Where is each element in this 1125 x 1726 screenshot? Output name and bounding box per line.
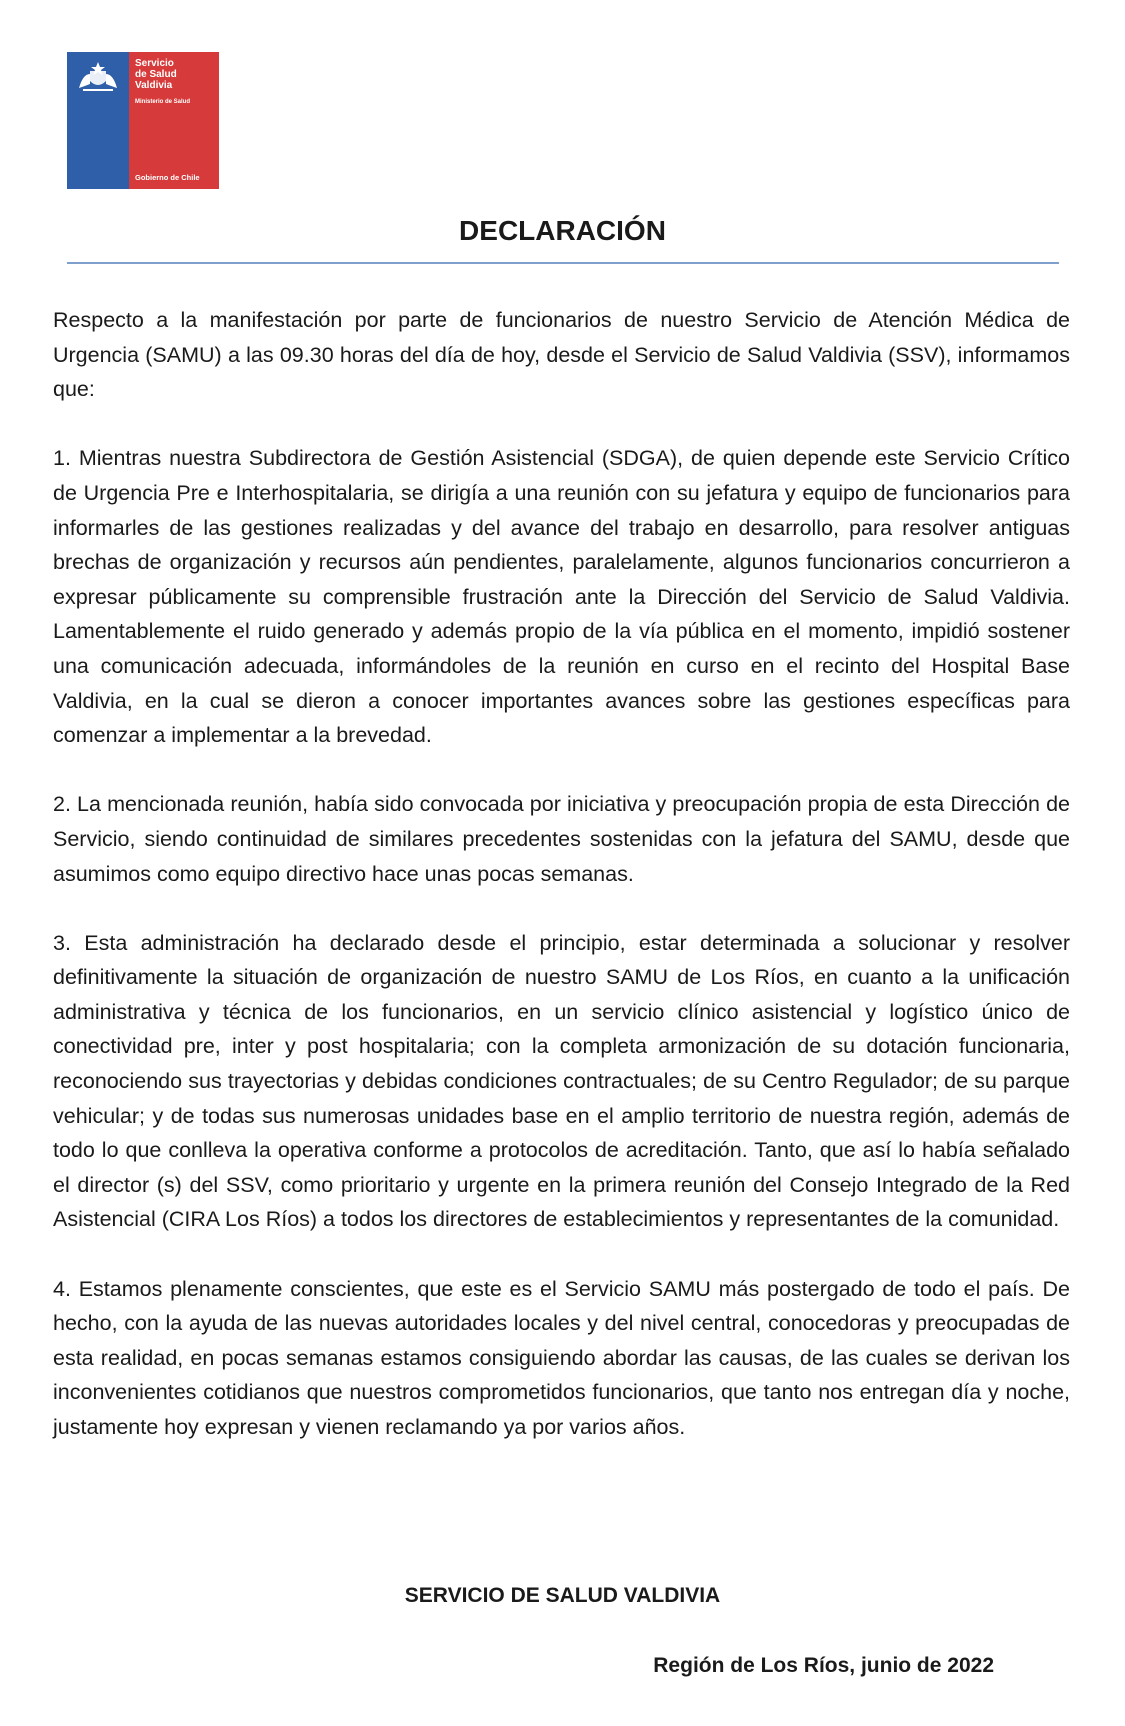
paragraph-1: 1. Mientras nuestra Subdirectora de Gestión Asistencial (SDGA), de quien depende este Servicio Crítico de Urgencia Pre e Interhospitalaria, se dirigía a una reunión con su jefatura y equipo de funcionarios para informarles de las gestiones realizadas y del avance del trabajo en desarrollo, para resolver antiguas brechas de organización y recursos aún pendientes, paralelamente, algunos funcionarios concurrieron a expresar públicamente su comprensible frustración ante la Dirección del Servicio de Salud Valdivia. Lamentablemente el ruido generado y además propio de la vía pública en el momento, impidió sostener una comunicación adecuada, informándoles de la reunión en curso en el recinto del Hospital Base Valdivia, en la cual se dieron a conocer importantes avances sobre las gestiones específicas para comenzar a implementar a la brevedad. bbox=[53, 446, 1070, 748]
intro-paragraph: Respecto a la manifestación por parte de funcionarios de nuestro Servicio de Atención Médica de Urgencia (SAMU) a las 09.30 horas del día de hoy, desde el Servicio de Salud Valdivia (SSV), informamos que: bbox=[53, 308, 1070, 402]
logo-service-name: Servicio de Salud Valdivia bbox=[135, 58, 177, 91]
paragraph-4: 4. Estamos plenamente conscientes, que este es el Servicio SAMU más postergado de todo el país. De hecho, con la ayuda de las nuevas autoridades locales y del nivel central, conocedoras y preocupadas de esta realidad, en pocas semanas estamos consiguiendo abordar las causas, de las cuales se derivan los inconvenientes cotidianos que nuestros comprometidos funcionarios, que tanto nos entregan día y noche, justamente hoy expresan y vienen reclamando ya por varios años. bbox=[53, 1276, 1070, 1439]
document-title: DECLARACIÓN bbox=[459, 215, 666, 246]
paragraph-3: 3. Esta administración ha declarado desde el principio, estar determinada a solucionar y resolver definitivamente la situación de organización de nuestro SAMU de Los Ríos, en cuanto a la unificación administrativa y técnica de los funcionarios, en un servicio clínico asistencial y logístico único de conectividad pre, inter y post hospitalaria; con la completa armonización de su dotación funcionaria, reconociendo sus trayectorias y debidas condiciones contractuales; de su Centro Regulador; de su parque vehicular; y de todas sus numerosas unidades base en el amplio territorio de nuestra región, además de todo lo que conlleva la operativa conforme a protocolos de acreditación. Tanto, que así lo había señalado el director (s) del SSV, como prioritario y urgente en la primera reunión del Consejo Integrado de la Red Asistencial (CIRA Los Ríos) a todos los directores de establecimientos y representantes de la comunidad. bbox=[53, 930, 1070, 1232]
ssv-logo bbox=[67, 52, 219, 189]
logo-government: Gobierno de Chile bbox=[135, 173, 200, 182]
logo-ministry: Ministerio de Salud bbox=[135, 99, 191, 105]
signature: SERVICIO DE SALUD VALDIVIA bbox=[404, 1584, 721, 1607]
logo-blue-panel bbox=[67, 52, 129, 189]
place-and-date: Región de Los Ríos, junio de 2022 bbox=[653, 1654, 994, 1677]
coat-of-arms-icon bbox=[73, 58, 123, 94]
paragraph-2: 2. La mencionada reunión, había sido convocada por iniciativa y preocupación propia de esta Dirección de Servicio, siendo continuidad de similares precedentes sostenidas con la jefatura del SAMU, desde que asumimos como equipo directivo hace unas pocas semanas. bbox=[53, 792, 1070, 886]
document-body bbox=[53, 303, 1070, 1479]
title-divider bbox=[67, 262, 1059, 264]
